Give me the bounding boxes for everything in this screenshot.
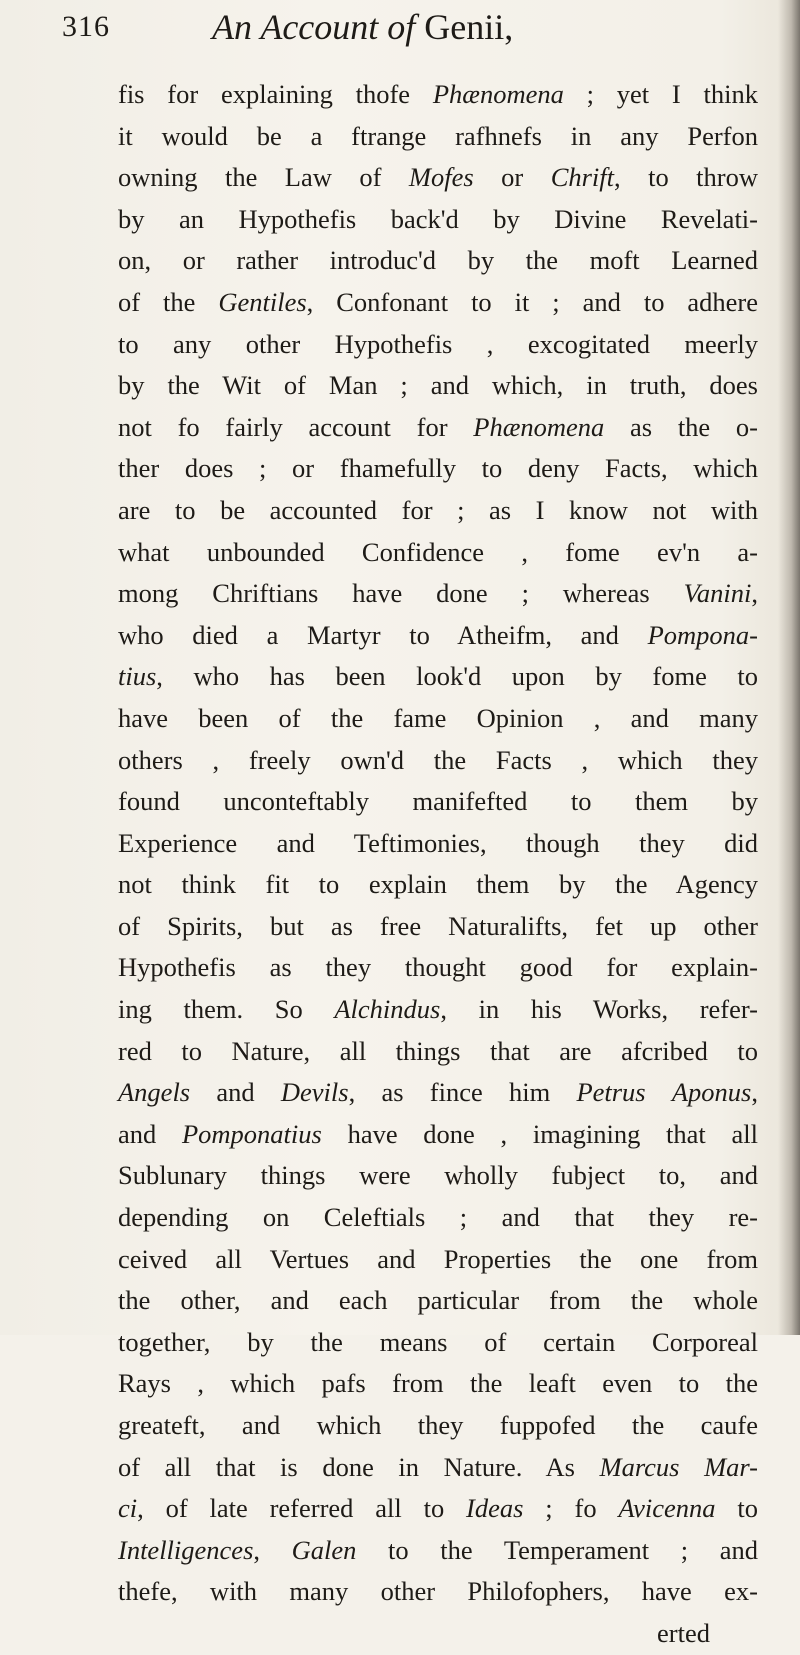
text-line-27: Sublunary things were wholly fubject to, and (118, 1160, 758, 1191)
text-line-35: ci, of late referred all to Ideas ; fo Avicenna to (118, 1493, 758, 1524)
running-title-italic: An Account of (212, 7, 416, 47)
text-line-11: are to be accounted for ; as I know not with (118, 494, 758, 525)
text-line-22: Hypothefis as they thought good for explain- (118, 952, 758, 983)
text-line-33: greateft, and which they fuppofed the caufe (118, 1410, 758, 1440)
running-title (212, 6, 513, 48)
running-title-roman: Genii, (424, 7, 514, 47)
text-line-15: tius, who has been look'd upon by fome to (118, 661, 758, 692)
text-line-10: ther does ; or fhamefully to deny Facts, which (118, 453, 758, 484)
text-line-6: of the Gentiles, Confonant to it ; and to adhere (118, 286, 759, 317)
text-line-5: on, or rather introduc'd by the moft Learned (118, 245, 758, 276)
text-line-24: red to Nature, all things that are afcribed to (118, 1035, 758, 1066)
text-line-13: mong Chriftians have done ; whereas Vanini, (118, 578, 758, 609)
text-line-12: what unbounded Confidence , fome ev'n a- (118, 536, 758, 567)
text-line-31: together, by the means of certain Corporeal (118, 1326, 758, 1357)
text-line-30: the other, and each particular from the whole (118, 1285, 758, 1316)
text-line-29: ceived all Vertues and Properties the one from (118, 1243, 758, 1274)
running-header (62, 6, 752, 66)
text-line-16: have been of the fame Opinion , and many (118, 702, 758, 733)
text-line-21: of Spirits, but as free Naturalifts, fet up other (118, 910, 758, 941)
body-text (118, 74, 758, 1655)
page-edge-shadow (778, 0, 800, 1335)
text-line-1: fis for explaining thofe Phænomena ; yet I think (118, 79, 758, 109)
text-line-32: Rays , which pafs from the leaft even to the (118, 1368, 758, 1399)
text-line-36: Intelligences, Galen to the Temperament ; and (118, 1534, 759, 1565)
text-line-20: not think fit to explain them by the Agency (118, 869, 758, 900)
text-line-2: it would be a ftrange rafhnefs in any Perfon (118, 120, 758, 151)
text-line-3: owning the Law of Mofes or Chrift, to throw (118, 162, 759, 193)
catchword: erted (657, 1617, 710, 1648)
text-line-26: and Pomponatius have done , imagining that all (118, 1118, 758, 1149)
text-line-7: to any other Hypothefis , excogitated meerly (118, 328, 758, 359)
text-line-17: others , freely own'd the Facts , which they (118, 744, 758, 775)
text-line-34: of all that is done in Nature. As Marcus Mar- (118, 1451, 759, 1482)
text-line-9: not fo fairly account for Phænomena as the o- (118, 411, 758, 442)
text-line-23: ing them. So Alchindus, in his Works, refer- (118, 994, 758, 1025)
text-line-19: Experience and Teftimonies, though they did (118, 827, 758, 858)
text-line-28: depending on Celeftials ; and that they re- (118, 1202, 758, 1233)
text-line-37: thefe, with many other Philofophers, have ex- (118, 1576, 758, 1607)
text-line-25: Angels and Devils, as fince him Petrus Aponus, (118, 1077, 758, 1108)
text-line-4: by an Hypothefis back'd by Divine Revelati- (118, 203, 758, 234)
text-line-8: by the Wit of Man ; and which, in truth, does (118, 370, 758, 401)
text-line-14: who died a Martyr to Atheifm, and Pompona- (118, 619, 758, 650)
text-line-18: found unconteftably manifefted to them by (118, 786, 758, 817)
page-number: 316 (62, 10, 110, 43)
